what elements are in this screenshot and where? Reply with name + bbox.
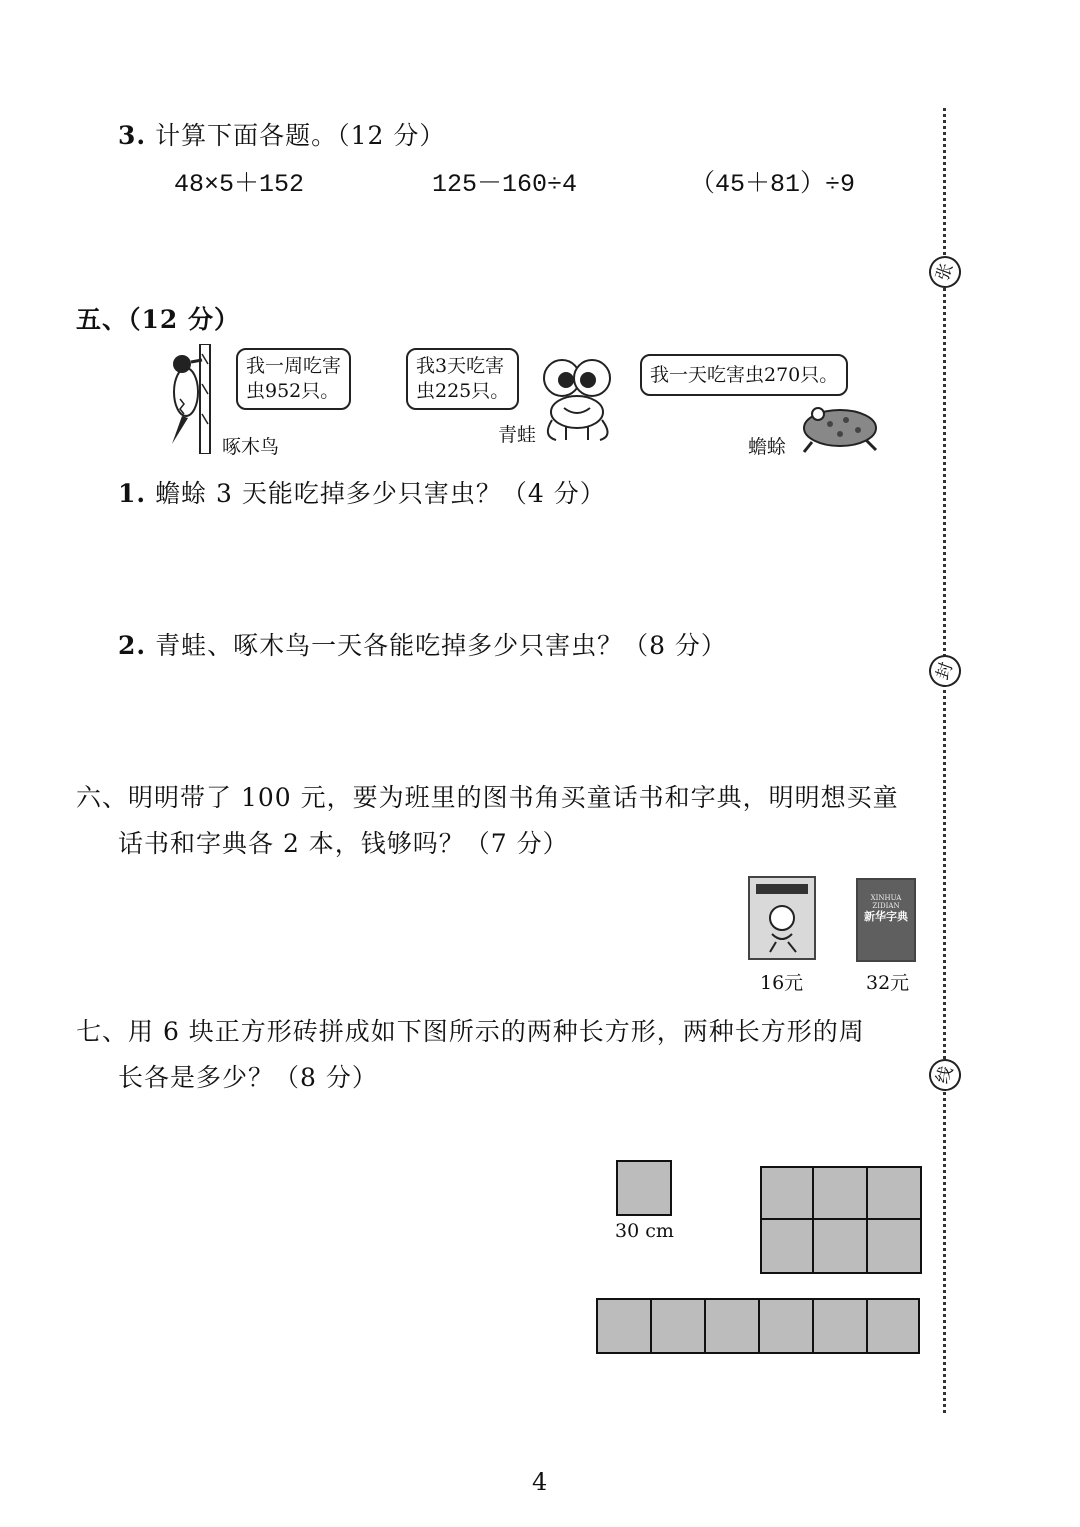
s5-q2-number: 2. [118,631,147,660]
dictionary-book [856,878,916,962]
section7-line1: 七、用 6 块正方形砖拼成如下图所示的两种长方形，两种长方形的周 [76,1017,865,1046]
tile [704,1298,760,1354]
woodpecker-speech-line2: 虫952只。 [246,380,340,402]
q3-number: 3. [118,121,147,150]
s5-q1 [118,474,606,510]
tile [866,1166,922,1220]
frog-label: 青蛙 [498,424,537,446]
tile [812,1166,868,1220]
fairy-tale-book [748,876,816,960]
s5-q2 [118,626,727,662]
section6-line2: 话书和字典各 2 本，钱够吗？（7 分） [118,829,569,858]
tile-side-label: 30 cm [615,1220,674,1242]
dictionary-title: 新华字典 [864,910,908,923]
tile [760,1166,814,1220]
binding-mark-feng: 封 [924,650,965,691]
section7-line2: 长各是多少？（8 分） [118,1063,378,1092]
q3-title: 计算下面各题。（12 分） [155,121,446,150]
s5-q2-text: 青蛙、啄木鸟一天各能吃掉多少只害虫？（8 分） [155,631,727,660]
frog-speech-bubble [406,348,519,410]
dictionary-price: 32元 [866,972,910,994]
tile [650,1298,706,1354]
expression-3: （45＋81）÷9 [690,170,856,199]
toad-illustration [796,396,882,454]
fairy-tale-price: 16元 [760,972,804,994]
section5-heading: 五、（12 分） [76,305,240,334]
toad-label: 蟾蜍 [748,436,787,458]
binding-dotted-line [943,108,946,1413]
fairy-tale-cover-art [750,878,814,958]
frog-speech-line2: 虫225只。 [416,380,510,402]
tile [760,1218,814,1274]
s5-q1-number: 1. [118,479,147,508]
tile [758,1298,814,1354]
tile [596,1298,652,1354]
q3-heading [118,116,445,152]
frog-speech-line1: 我3天吃害 [416,355,505,377]
frog-illustration [536,356,620,444]
expression-1: 48×5＋152 [174,170,305,199]
tile [812,1218,868,1274]
dictionary-pinyin: XINHUA ZIDIAN [870,894,902,910]
woodpecker-label: 啄木鸟 [222,436,280,458]
tile [866,1298,920,1354]
s5-q1-text: 蟾蜍 3 天能吃掉多少只害虫？（4 分） [155,479,606,508]
tile [866,1218,922,1274]
single-tile [616,1160,672,1216]
woodpecker-speech-line1: 我一周吃害 [246,355,342,377]
section6-line1: 六、明明带了 100 元，要为班里的图书角买童话书和字典，明明想买童 [76,783,899,812]
binding-mark-zhang: 张 [924,251,965,292]
woodpecker-illustration [158,344,218,454]
binding-mark-xian: 线 [924,1054,965,1095]
tile [812,1298,868,1354]
expression-2: 125－160÷4 [432,170,578,199]
toad-speech-bubble: 我一天吃害虫270只。 [640,354,848,396]
woodpecker-speech-bubble [236,348,351,410]
page-number: 4 [532,1468,548,1496]
